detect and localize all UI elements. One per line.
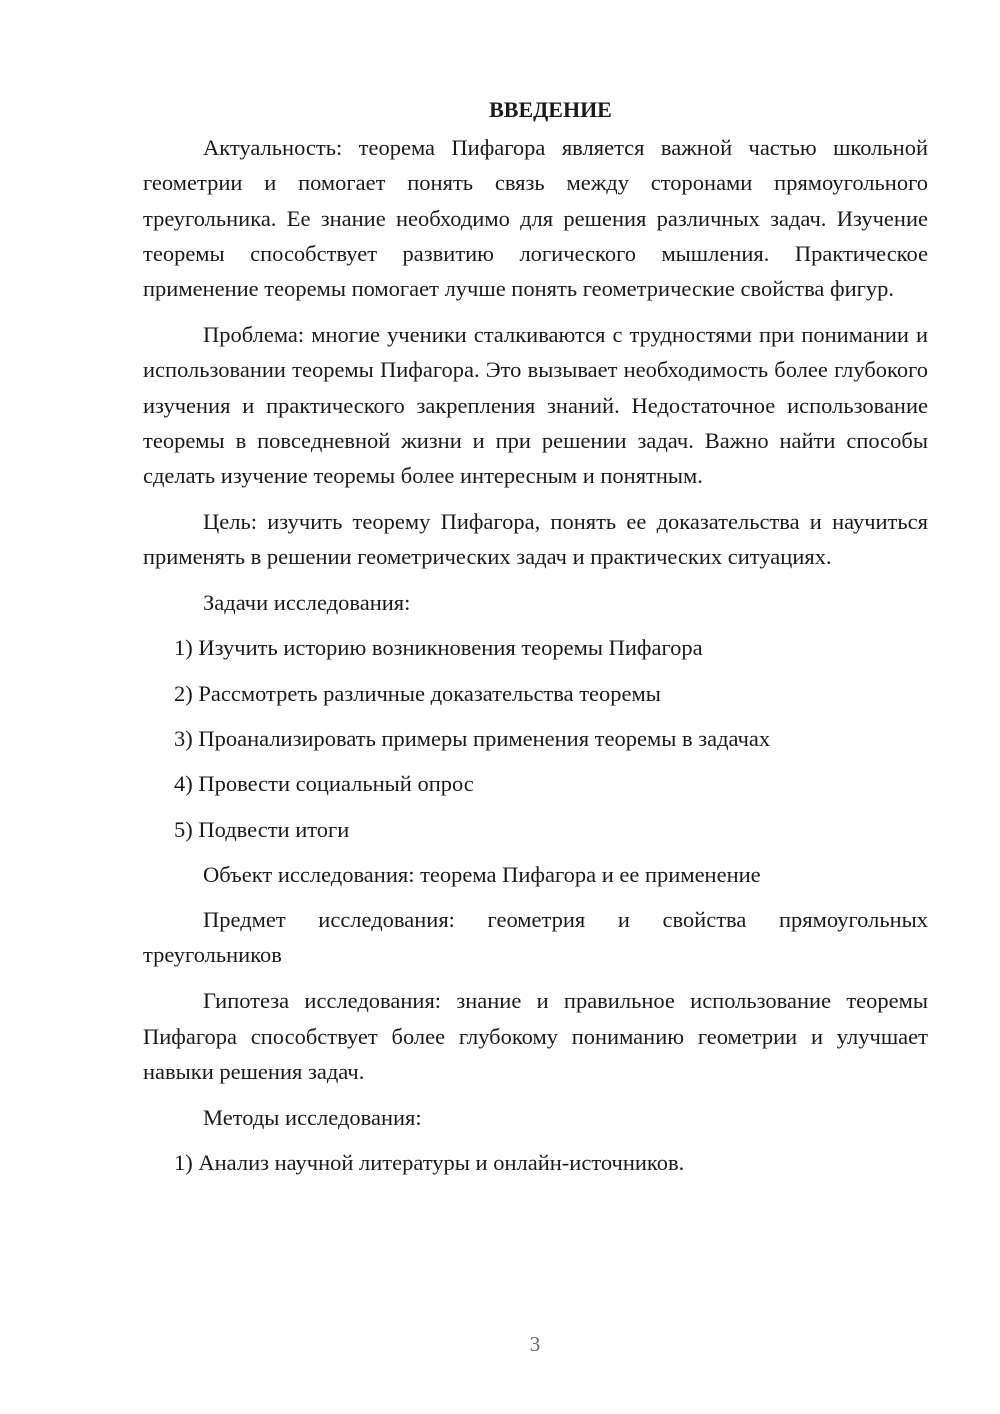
- page-number: 3: [529, 1332, 541, 1356]
- document-page: [143, 90, 928, 1190]
- subject-paragraph: Предмет исследования: геометрия и свойства прямоугольных треугольников: [143, 907, 928, 968]
- task-item: 4) Провести социальный опрос: [174, 771, 474, 797]
- hypothesis-paragraph: Гипотеза исследования: знание и правильное использование теоремы Пифагора способствует более глубокому пониманию геометрии и улучшает навыки решения задач.: [143, 988, 928, 1084]
- task-item: 5) Подвести итоги: [174, 816, 350, 842]
- section-heading: ВВЕДЕНИЕ: [489, 97, 612, 122]
- method-item: 1) Анализ научной литературы и онлайн-источников.: [174, 1149, 685, 1175]
- methods-list: [143, 1145, 928, 1180]
- goal-paragraph: Цель: изучить теорему Пифагора, понять ее доказательства и научиться применять в решении геометрических задач и практических ситуациях.: [143, 508, 928, 570]
- tasks-label: Задачи исследования:: [203, 590, 411, 616]
- tasks-list: [143, 630, 928, 846]
- task-item: 1) Изучить историю возникновения теоремы Пифагора: [174, 635, 703, 661]
- object-line: Объект исследования: теорема Пифагора и ее применение: [203, 861, 761, 887]
- problem-paragraph: Проблема: многие ученики сталкиваются с трудностями при понимании и использовании теоремы Пифагора. Это вызывает необходимость более глубокого изучения и практического закрепления знаний. Недостаточное использование теоремы в повседневной жизни и при решении задач. Важно найти способы сделать изучение теоремы более интересным и понятным.: [143, 321, 928, 489]
- relevance-paragraph: Актуальность: теорема Пифагора является важной частью школьной геометрии и помогает понять связь между сторонами прямоугольного треугольника. Ее знание необходимо для решения различных задач. Изучение теоремы способствует развитию логического мышления. Практическое применение теоремы помогает лучше понять геометрические свойства фигур.: [143, 135, 928, 302]
- task-item: 3) Проанализировать примеры применения теоремы в задачах: [174, 725, 771, 751]
- methods-label: Методы исследования:: [203, 1104, 422, 1130]
- task-item: 2) Рассмотреть различные доказательства теоремы: [174, 680, 661, 706]
